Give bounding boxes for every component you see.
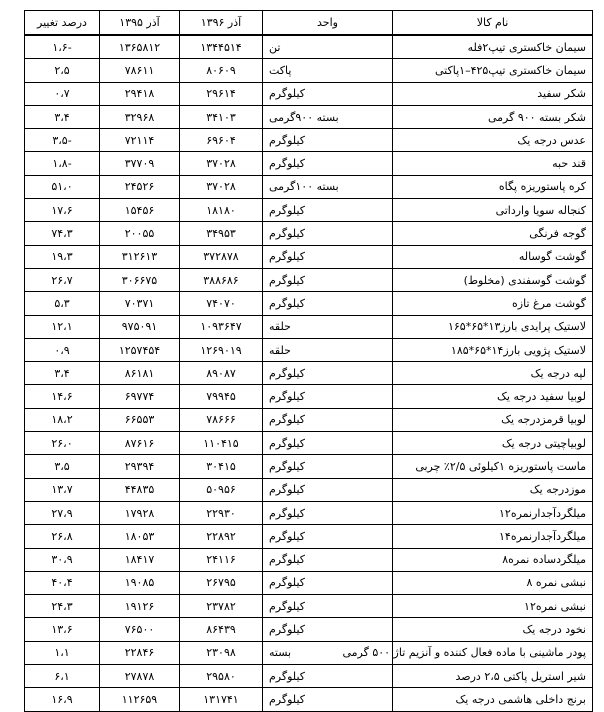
price-azar-1395-cell: ۲۹۳۹۴: [100, 455, 180, 478]
item-name-cell: میلگردساده نمره۸: [393, 548, 593, 571]
unit-cell: کیلوگرم: [263, 688, 393, 711]
unit-cell: کیلوگرم: [263, 618, 393, 641]
item-name-cell: میلگردآجدارنمره۱۲: [393, 501, 593, 524]
price-azar-1396-cell: ۲۳۰۹۸: [180, 641, 263, 664]
item-name-cell: نبشی نمره ۸: [393, 571, 593, 594]
percent-change-cell: ۱۲،۱: [25, 315, 100, 338]
item-name-cell: لاستیک پرایدی بارز۱۳*۶۵*۱۶۵: [393, 315, 593, 338]
price-azar-1396-cell: ۸۶۴۳۹: [180, 618, 263, 641]
header-percent-change: درصد تغییر: [25, 11, 100, 36]
table-row: [25, 432, 593, 455]
unit-cell: بسته ۹۰۰گرمی: [263, 105, 393, 128]
table-row: [25, 268, 593, 291]
price-azar-1396-cell: ۱۳۱۷۴۱: [180, 688, 263, 711]
item-name-cell: لوبیا سفید درجه یک: [393, 385, 593, 408]
table-row: [25, 35, 593, 59]
table-row: [25, 82, 593, 105]
table-row: [25, 222, 593, 245]
item-name-cell: لوبیاچیتی درجه یک: [393, 432, 593, 455]
price-azar-1396-cell: ۳۷۲۸۷۸: [180, 245, 263, 268]
unit-cell: کیلوگرم: [263, 455, 393, 478]
price-azar-1396-cell: ۸۹۰۸۷: [180, 362, 263, 385]
item-name-cell: گوشت گوساله: [393, 245, 593, 268]
header-unit: واحد: [263, 11, 393, 36]
price-azar-1396-cell: ۲۲۸۹۲: [180, 525, 263, 548]
unit-cell: کیلوگرم: [263, 548, 393, 571]
price-azar-1396-cell: ۳۸۸۶۸۶: [180, 268, 263, 291]
table-row: [25, 455, 593, 478]
price-azar-1395-cell: ۶۶۵۵۳: [100, 408, 180, 431]
percent-change-cell: ۱۴،۶: [25, 385, 100, 408]
percent-change-cell: ۰،۷: [25, 82, 100, 105]
percent-change-cell: ۴۰،۴: [25, 571, 100, 594]
price-azar-1395-cell: ۶۹۷۷۴: [100, 385, 180, 408]
unit-cell: کیلوگرم: [263, 362, 393, 385]
table-row: [25, 525, 593, 548]
price-azar-1396-cell: ۱۰۹۳۶۴۷: [180, 315, 263, 338]
item-name-cell: عدس درجه یک: [393, 129, 593, 152]
unit-cell: پاکت: [263, 59, 393, 82]
header-azar-1396: آذر ۱۳۹۶: [180, 11, 263, 36]
price-azar-1395-cell: ۲۷۸۷۸: [100, 665, 180, 688]
item-name-cell: کنجاله سویا وارداتی: [393, 199, 593, 222]
item-name-cell: کره پاستوریزه پگاه: [393, 175, 593, 198]
price-azar-1395-cell: ۱۷۹۲۸: [100, 501, 180, 524]
price-azar-1396-cell: ۶۹۶۰۴: [180, 129, 263, 152]
table-row: [25, 315, 593, 338]
price-azar-1396-cell: ۱۳۴۴۵۱۴: [180, 35, 263, 59]
item-name-cell: شیر استریل پاکتی ۲،۵ درصد: [393, 665, 593, 688]
header-azar-1395: آذر ۱۳۹۵: [100, 11, 180, 36]
percent-change-cell: -۳،۵: [25, 129, 100, 152]
price-azar-1395-cell: ۳۰۶۶۷۵: [100, 268, 180, 291]
price-azar-1395-cell: ۱۹۱۲۶: [100, 595, 180, 618]
item-name-cell: نخود درجه یک: [393, 618, 593, 641]
unit-cell: کیلوگرم: [263, 82, 393, 105]
item-name-cell: سیمان خاکستری تیپ۴۲۵–۱پاکتی: [393, 59, 593, 82]
table-header-row: [25, 11, 593, 36]
percent-change-cell: ۱،۱: [25, 641, 100, 664]
price-azar-1395-cell: ۷۶۵۰۰: [100, 618, 180, 641]
price-azar-1396-cell: ۲۹۶۱۴: [180, 82, 263, 105]
unit-cell: کیلوگرم: [263, 525, 393, 548]
percent-change-cell: ۰،۹: [25, 338, 100, 361]
price-azar-1395-cell: ۹۷۵۰۹۱: [100, 315, 180, 338]
price-azar-1395-cell: ۳۱۲۶۱۳: [100, 245, 180, 268]
price-azar-1395-cell: ۲۴۵۲۶: [100, 175, 180, 198]
unit-cell: کیلوگرم: [263, 408, 393, 431]
table-row: [25, 245, 593, 268]
unit-cell: کیلوگرم: [263, 245, 393, 268]
price-azar-1396-cell: ۵۰۹۵۶: [180, 478, 263, 501]
price-azar-1395-cell: ۲۲۸۴۶: [100, 641, 180, 664]
item-name-cell: نبشی نمره۱۲: [393, 595, 593, 618]
table-row: [25, 362, 593, 385]
unit-cell: کیلوگرم: [263, 478, 393, 501]
price-azar-1395-cell: ۷۲۱۱۴: [100, 129, 180, 152]
price-azar-1396-cell: ۳۰۴۱۵: [180, 455, 263, 478]
percent-change-cell: ۱۹،۳: [25, 245, 100, 268]
table-row: [25, 59, 593, 82]
table-row: [25, 408, 593, 431]
price-azar-1395-cell: ۷۰۳۷۱: [100, 292, 180, 315]
price-azar-1396-cell: ۳۴۱۰۳: [180, 105, 263, 128]
unit-cell: حلقه: [263, 315, 393, 338]
unit-cell: کیلوگرم: [263, 268, 393, 291]
item-name-cell: ماست پاستوریزه ۱کیلوئی ۲/۵٪ چربی: [393, 455, 593, 478]
price-azar-1396-cell: ۱۱۰۴۱۵: [180, 432, 263, 455]
unit-cell: کیلوگرم: [263, 501, 393, 524]
price-azar-1395-cell: ۱۸۰۵۳: [100, 525, 180, 548]
price-azar-1396-cell: ۲۲۹۳۰: [180, 501, 263, 524]
table-row: [25, 129, 593, 152]
percent-change-cell: -۱،۶: [25, 35, 100, 59]
percent-change-cell: ۳۰،۹: [25, 548, 100, 571]
item-name-cell: قند حبه: [393, 152, 593, 175]
unit-cell: بسته: [263, 641, 393, 664]
percent-change-cell: ۱۳،۶: [25, 618, 100, 641]
unit-cell: حلقه: [263, 338, 393, 361]
unit-cell: کیلوگرم: [263, 199, 393, 222]
percent-change-cell: ۲۶،۸: [25, 525, 100, 548]
price-table-container: [24, 10, 592, 712]
table-row: [25, 152, 593, 175]
percent-change-cell: ۱۳،۷: [25, 478, 100, 501]
percent-change-cell: ۱۸،۲: [25, 408, 100, 431]
unit-cell: تن: [263, 35, 393, 59]
percent-change-cell: -۱،۸: [25, 152, 100, 175]
price-azar-1396-cell: ۲۳۷۸۲: [180, 595, 263, 618]
item-name-cell: برنج داخلی هاشمی درجه یک: [393, 688, 593, 711]
price-azar-1396-cell: ۷۹۹۴۵: [180, 385, 263, 408]
item-name-cell: شکر بسته ۹۰۰ گرمی: [393, 105, 593, 128]
unit-cell: کیلوگرم: [263, 432, 393, 455]
unit-cell: کیلوگرم: [263, 595, 393, 618]
table-row: [25, 571, 593, 594]
price-azar-1396-cell: ۲۶۷۹۵: [180, 571, 263, 594]
table-row: [25, 641, 593, 664]
item-name-cell: لپه درجه یک: [393, 362, 593, 385]
price-azar-1395-cell: ۲۰۰۵۵: [100, 222, 180, 245]
percent-change-cell: ۳،۵: [25, 455, 100, 478]
percent-change-cell: ۷۴،۳: [25, 222, 100, 245]
table-row: [25, 665, 593, 688]
price-azar-1395-cell: ۸۷۶۱۶: [100, 432, 180, 455]
percent-change-cell: ۲۶،۰: [25, 432, 100, 455]
item-name-cell: لاستیک پژویی بارز۱۴*۶۵*۱۸۵: [393, 338, 593, 361]
table-row: [25, 501, 593, 524]
price-azar-1396-cell: ۱۸۱۸۰: [180, 199, 263, 222]
price-azar-1396-cell: ۷۸۶۶۶: [180, 408, 263, 431]
percent-change-cell: ۱۷،۶: [25, 199, 100, 222]
unit-cell: کیلوگرم: [263, 665, 393, 688]
price-azar-1396-cell: ۳۷۰۲۸: [180, 175, 263, 198]
price-azar-1396-cell: ۷۴۰۷۰: [180, 292, 263, 315]
unit-cell: کیلوگرم: [263, 571, 393, 594]
table-row: [25, 548, 593, 571]
price-azar-1396-cell: ۸۰۶۰۹: [180, 59, 263, 82]
item-name-cell: میلگردآجدارنمره۱۴: [393, 525, 593, 548]
percent-change-cell: ۳،۴: [25, 362, 100, 385]
unit-cell: کیلوگرم: [263, 129, 393, 152]
table-row: [25, 618, 593, 641]
item-name-cell: گوشت گوسفندی (مخلوط): [393, 268, 593, 291]
percent-change-cell: ۶،۱: [25, 665, 100, 688]
item-name-cell: شکر سفید: [393, 82, 593, 105]
table-row: [25, 292, 593, 315]
table-row: [25, 595, 593, 618]
item-name-cell: موزدرجه یک: [393, 478, 593, 501]
item-name-cell: گوجه فرنگی: [393, 222, 593, 245]
price-azar-1395-cell: ۱۵۴۵۶: [100, 199, 180, 222]
table-row: [25, 688, 593, 711]
percent-change-cell: ۲۴،۳: [25, 595, 100, 618]
price-azar-1396-cell: ۲۹۵۸۰: [180, 665, 263, 688]
percent-change-cell: ۵،۳: [25, 292, 100, 315]
percent-change-cell: ۲۶،۷: [25, 268, 100, 291]
price-azar-1396-cell: ۲۴۱۱۶: [180, 548, 263, 571]
item-name-cell: گوشت مرغ تازه: [393, 292, 593, 315]
item-name-cell: لوبیا قرمزدرجه یک: [393, 408, 593, 431]
unit-cell: بسته ۱۰۰گرمی: [263, 175, 393, 198]
price-azar-1395-cell: ۴۴۸۳۵: [100, 478, 180, 501]
percent-change-cell: ۲،۵: [25, 59, 100, 82]
unit-cell: کیلوگرم: [263, 222, 393, 245]
price-azar-1395-cell: ۷۸۶۱۱: [100, 59, 180, 82]
header-item-name: نام کالا: [393, 11, 593, 36]
price-azar-1395-cell: ۱۳۶۵۸۱۲: [100, 35, 180, 59]
price-azar-1395-cell: ۱۲۵۷۴۵۴: [100, 338, 180, 361]
price-azar-1395-cell: ۲۹۴۱۸: [100, 82, 180, 105]
unit-cell: کیلوگرم: [263, 292, 393, 315]
table-row: [25, 199, 593, 222]
price-azar-1395-cell: ۱۱۲۶۵۹: [100, 688, 180, 711]
price-azar-1396-cell: ۳۷۰۲۸: [180, 152, 263, 175]
price-azar-1395-cell: ۳۲۹۶۸: [100, 105, 180, 128]
percent-change-cell: ۳،۴: [25, 105, 100, 128]
table-row: [25, 385, 593, 408]
price-azar-1395-cell: ۱۹۰۸۵: [100, 571, 180, 594]
table-row: [25, 478, 593, 501]
percent-change-cell: ۲۷،۹: [25, 501, 100, 524]
item-name-cell: پودر ماشینی با ماده فعال کننده و آنزیم تاژ ۵۰۰ گرمی: [393, 641, 593, 664]
price-azar-1395-cell: ۳۷۷۰۹: [100, 152, 180, 175]
price-change-table: [24, 10, 593, 712]
price-azar-1395-cell: ۱۸۴۱۷: [100, 548, 180, 571]
unit-cell: کیلوگرم: [263, 152, 393, 175]
price-azar-1395-cell: ۸۶۱۸۱: [100, 362, 180, 385]
price-azar-1396-cell: ۳۴۹۵۳: [180, 222, 263, 245]
table-row: [25, 338, 593, 361]
unit-cell: کیلوگرم: [263, 385, 393, 408]
percent-change-cell: ۵۱،۰: [25, 175, 100, 198]
table-row: [25, 105, 593, 128]
percent-change-cell: ۱۶،۹: [25, 688, 100, 711]
price-azar-1396-cell: ۱۲۶۹۰۱۹: [180, 338, 263, 361]
table-row: [25, 175, 593, 198]
item-name-cell: سیمان خاکستری تیپ۲فله: [393, 35, 593, 59]
